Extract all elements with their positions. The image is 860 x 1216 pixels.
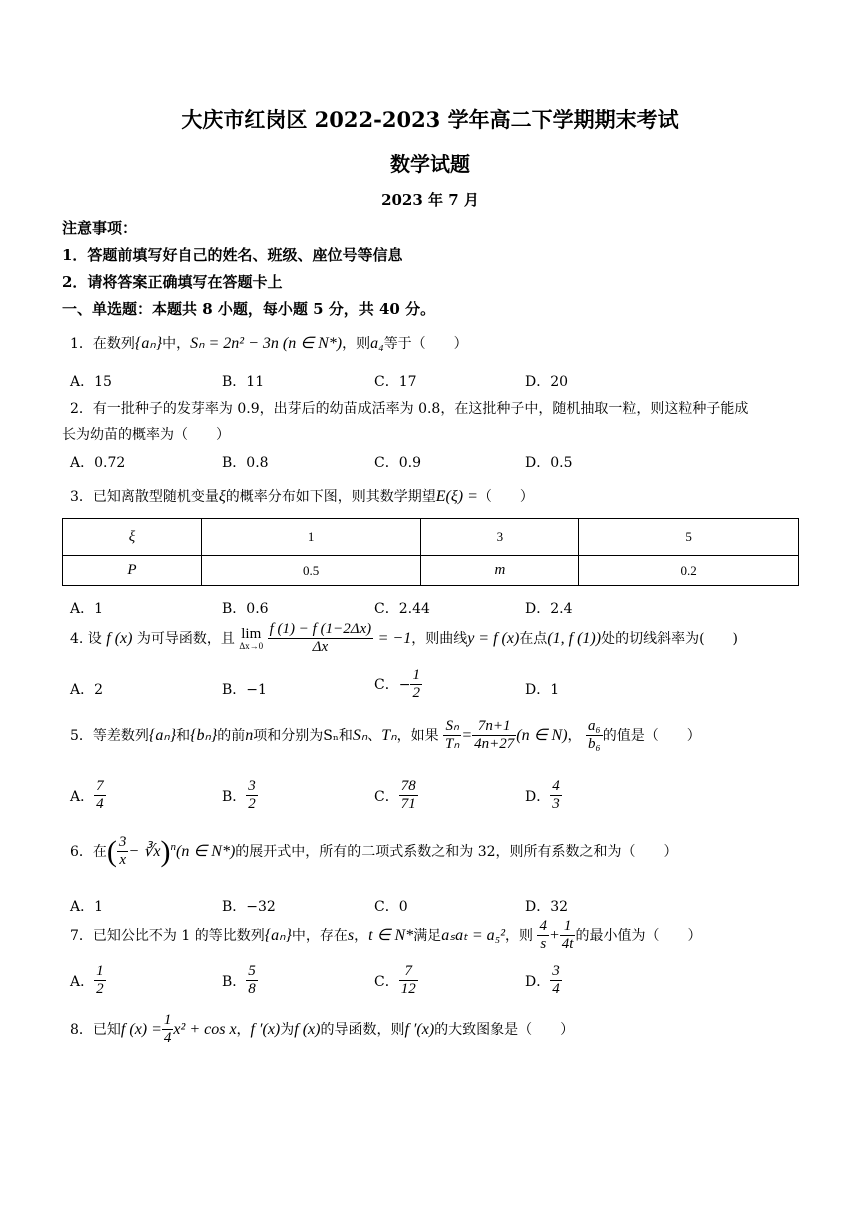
q5-equals: = [461, 726, 473, 744]
q5-option-a: A． $\frac{7}{4}$ [70, 778, 104, 813]
q5-text-1: 5．等差数列 [70, 727, 149, 744]
q7-option-c: C． $\frac{7}{12}$ [374, 963, 416, 998]
q7-option-a: A． $\frac{1}{2}$ [70, 963, 104, 998]
section-heading: 一、单选题：本题共 8 小题，每小题 5 分，共 40 分。 [62, 300, 436, 318]
q6-text-2: 的展开式中，所有的二项式系数之和为 32，则所有系数之和为（ ） [235, 843, 678, 860]
q5-ratio-right: $\frac{7n+1}{4n+27}$ [474, 718, 515, 753]
q5-option-b: B． $\frac{3}{2}$ [222, 778, 256, 813]
q7-an: {aₙ} [264, 926, 292, 944]
q4-fraction [268, 621, 374, 657]
q1-option-b: B．11 [222, 374, 265, 390]
q8-text-1: 8．已知 [70, 1021, 121, 1038]
q5-text-7: ， [567, 727, 582, 744]
q6-right-paren: ) [160, 834, 171, 868]
question-6 [70, 834, 678, 870]
exam-subtitle: 数学试题 [390, 152, 470, 176]
q4-curve: y = f (x) [467, 629, 520, 647]
q1-text-1: 在数列 [92, 336, 135, 352]
q8-fpx: f ′(x) [250, 1020, 281, 1038]
q4-option-c-fraction: $\frac{1}{2}$ [412, 667, 420, 702]
q4-option-b: B．−1 [222, 682, 267, 698]
q7-text-5: ，则 [505, 927, 534, 944]
q1-option-c: C．17 [374, 374, 417, 390]
q7-option-b: B． $\frac{5}{8}$ [222, 963, 256, 998]
q6-left-paren: ( [106, 834, 117, 868]
q3-expectation: E(ξ) = [435, 488, 478, 505]
q4-text-2: 为可导函数，且 [136, 630, 235, 647]
q7-fraction-1: $\frac{4}{s}$ [539, 918, 547, 953]
q4-text-5: 处的切线斜率为( ) [601, 630, 739, 647]
q6-option-a: A．1 [70, 899, 104, 915]
exam-title: 大庆市红岗区 2022-2023 学年高二下学期期末考试 [181, 107, 679, 132]
q1-text-4: 等于（ ） [383, 336, 468, 352]
q3-text-1: 3．已知离散型随机变量 [70, 489, 219, 505]
q3-text-3: （ ） [477, 489, 534, 505]
q4-option-c: C．− $\frac{1}{2}$ [374, 667, 420, 702]
table-cell: 1 [201, 519, 421, 556]
table-row [63, 519, 799, 556]
q7-s: s [347, 926, 355, 944]
q2-option-c: C．0.9 [374, 455, 421, 471]
q7-option-d: D． $\frac{3}{4}$ [525, 963, 560, 998]
q5-text-4: 项和分别为Sₙ和 [253, 727, 353, 744]
q4-lim: lim [241, 625, 262, 642]
table-cell: 0.2 [579, 556, 799, 586]
q4-denominator: Δx [312, 639, 329, 656]
q3-xi: ξ [218, 488, 226, 505]
q4-fx: f (x) [106, 629, 133, 647]
q6-option-b: B．−32 [222, 899, 276, 915]
q7-text-6: 的最小值为（ ） [575, 927, 702, 944]
q2-option-b: B．0.8 [222, 455, 269, 471]
q7-t: t ∈ N* [368, 926, 414, 944]
q5-text-6: ，如果 [396, 727, 439, 744]
q6-text-1: 6．在 [70, 843, 107, 860]
q1-number: 1． [70, 336, 93, 352]
q1-option-a: A．15 [70, 374, 112, 390]
notes-item-1: 1．答题前填写好自己的姓名、班级、座位号等信息 [62, 246, 403, 264]
table-cell: ξ [63, 519, 202, 556]
q2-option-d: D．0.5 [525, 455, 573, 471]
q8-fraction: $\frac{1}{4}$ [163, 1012, 172, 1047]
q7-fraction-2: $\frac{1}{4t}$ [561, 918, 574, 953]
q4-equals: = −1 [377, 629, 412, 647]
q1-text-3: ，则 [342, 336, 371, 352]
q1-text-2: 中， [162, 336, 191, 352]
q7-text-4: 满足 [413, 927, 442, 944]
q4-text-4: 在点 [519, 630, 548, 647]
q5-text-3: 的前 [217, 727, 246, 744]
q2-line-1: 2．有一批种子的发芽率为 0.9，出芽后的幼苗成活率为 0.8，在这批种子中，随机抽取一粒，则这粒种子能成 [70, 401, 749, 417]
q5-option-d: D． $\frac{4}{3}$ [525, 778, 560, 813]
q4-option-d: D．1 [525, 682, 560, 698]
q8-fpx2: f ′(x) [404, 1020, 435, 1038]
q1-option-d: D．20 [525, 374, 569, 390]
q8-text-4: 的导函数，则 [320, 1021, 405, 1038]
q4-option-a: A．2 [70, 682, 104, 698]
q5-text-2: 和 [176, 727, 191, 744]
q3-option-d: D．2.4 [525, 601, 573, 617]
q5-sn: Sₙ [352, 726, 368, 744]
table-cell: m [421, 556, 579, 586]
notes-heading: 注意事项： [62, 219, 138, 237]
q1-a4: a₄ [370, 335, 384, 352]
q6-exponent: n [170, 841, 177, 854]
distribution-table [62, 518, 799, 586]
q8-text-2: ， [236, 1021, 251, 1038]
question-5 [70, 718, 701, 754]
q4-text-3: ，则曲线 [411, 630, 468, 647]
notes-item-2: 2．请将答案正确填写在答题卡上 [62, 273, 283, 291]
table-cell: 0.5 [201, 556, 421, 586]
q8-fx2: f (x) [294, 1020, 321, 1038]
q8-text-5: 的大致图象是（ ） [434, 1021, 575, 1038]
q5-condition: (n ∈ N) [516, 726, 568, 744]
question-3 [70, 486, 534, 506]
q5-text-8: 的值是（ ） [602, 727, 701, 744]
table-row [63, 556, 799, 586]
q5-option-c: C． $\frac{78}{71}$ [374, 778, 416, 813]
q3-text-2: 的概率分布如下图，则其数学期望 [225, 489, 436, 505]
q3-option-b: B．0.6 [222, 601, 269, 617]
q7-text-1: 7．已知公比不为 1 的等比数列 [70, 927, 265, 944]
q7-text-2: 中，存在 [291, 927, 348, 944]
q8-rest: x² + cos x [173, 1020, 237, 1038]
q4-text-1: 4. 设 [70, 630, 102, 647]
question-7 [70, 918, 701, 954]
q2-option-a: A．0.72 [70, 455, 126, 471]
q5-text-5: 、 [367, 727, 382, 744]
table-cell: P [63, 556, 202, 586]
question-1 [70, 333, 468, 353]
q3-option-a: A．1 [70, 601, 104, 617]
q7-condition: aₛaₜ = a₅² [441, 926, 506, 944]
q5-bn: {bₙ} [190, 726, 218, 744]
q3-option-c: C．2.44 [374, 601, 430, 617]
q6-option-d: D．32 [525, 899, 569, 915]
q7-text-3: ， [354, 927, 369, 944]
q5-ratio-left: $\frac{\text{Sₙ}}{\text{Tₙ}}$ [445, 718, 460, 753]
q2-line-2: 长为幼苗的概率为（ ） [62, 427, 230, 443]
table-cell: 3 [421, 519, 579, 556]
q1-sequence: {aₙ} [134, 335, 163, 352]
q7-plus: + [548, 926, 560, 944]
q8-text-3: 为 [280, 1021, 295, 1038]
q4-point: (1, f (1)) [547, 629, 602, 647]
q5-an: {aₙ} [148, 726, 177, 744]
q4-lim-sub: Δx→0 [239, 640, 264, 651]
q5-tn: Tₙ [381, 726, 397, 744]
question-4 [70, 621, 738, 657]
q6-condition: (n ∈ N*) [176, 842, 236, 860]
q4-numerator: f (1) − f (1−2Δx) [268, 621, 374, 639]
q6-root: − ∛x [128, 842, 161, 860]
q5-n: n [245, 726, 254, 744]
exam-date: 2023 年 7 月 [381, 191, 479, 209]
q1-formula: Sₙ = 2n² − 3n (n ∈ N*) [190, 335, 343, 352]
q5-a6-b6: $\frac{\text{a₆}}{\text{b₆}}$ [588, 718, 601, 753]
question-8 [70, 1012, 574, 1048]
q6-fraction: $\frac{3}{x}$ [118, 834, 127, 869]
q6-option-c: C．0 [374, 899, 408, 915]
table-cell: 5 [579, 519, 799, 556]
q8-fx: f (x) = [120, 1020, 162, 1038]
